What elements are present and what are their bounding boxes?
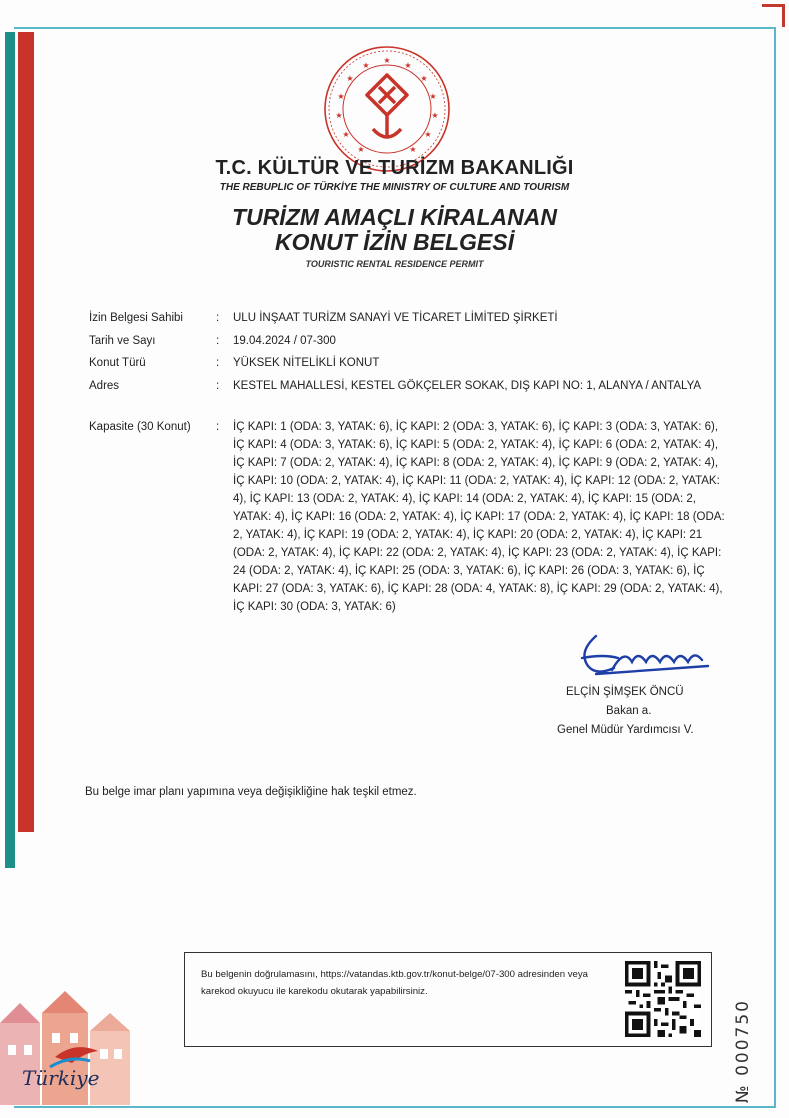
svg-text:★: ★	[409, 145, 417, 154]
field-label: Konut Türü	[89, 357, 146, 369]
field-label: Kapasite (30 Konut)	[89, 421, 191, 433]
turkiye-logo-text: Türkiye	[22, 1066, 100, 1090]
turkiye-logo-icon	[0, 985, 150, 1105]
permit-title-line1: TURİZM AMAÇLI KİRALANAN	[232, 204, 557, 230]
permit-title-en: TOURISTIC RENTAL RESIDENCE PERMIT	[305, 259, 484, 269]
verification-box	[184, 952, 712, 1047]
qr-code-icon[interactable]	[625, 961, 701, 1037]
side-bar-red	[18, 32, 34, 832]
serial-number-text: № 000750	[733, 999, 753, 1103]
svg-text:★: ★	[404, 61, 412, 70]
svg-text:★: ★	[383, 56, 391, 65]
field-separator: :	[216, 357, 220, 369]
field-value: 19.04.2024 / 07-300	[233, 335, 336, 347]
field-label: Adres	[89, 380, 120, 392]
svg-text:★: ★	[420, 74, 428, 83]
legal-note: Bu belge imar planı yapımına veya değişikliğine hak teşkil etmez.	[85, 786, 417, 798]
field-value: YÜKSEK NİTELİKLİ KONUT	[233, 357, 380, 369]
svg-text:★: ★	[429, 92, 437, 101]
field-separator: :	[216, 312, 220, 324]
ministry-name-tr: T.C. KÜLTÜR VE TURİZM BAKANLIĞI	[215, 157, 574, 179]
signatory-title1: Bakan a.	[606, 705, 652, 717]
field-value: ULU İNŞAAT TURİZM SANAYİ VE TİCARET LİMİTED ŞİRKETİ	[233, 312, 558, 324]
frame-top-line	[14, 27, 776, 29]
verification-text: Bu belgenin doğrulamasını, https://vatandas.ktb.gov.tr/konut-belge/07-300 adresinden veya karekod okuyucu ile karekodu okutarak yapabilirsiniz.	[201, 969, 589, 997]
ministry-name-en: THE REBUPLIC OF TÜRKİYE THE MINISTRY OF CULTURE AND TOURISM	[219, 182, 570, 193]
signature-icon	[574, 628, 714, 690]
ministry-seal-icon	[323, 45, 451, 173]
corner-ornament	[762, 4, 785, 27]
svg-text:★: ★	[346, 74, 354, 83]
field-label: Tarih ve Sayı	[89, 335, 156, 347]
svg-text:★: ★	[431, 111, 439, 120]
field-value: KESTEL MAHALLESİ, KESTEL GÖKÇELER SOKAK, DIŞ KAPI NO: 1, ALANYA / ANTALYA	[233, 380, 702, 392]
svg-text:★: ★	[335, 111, 343, 120]
svg-text:★: ★	[424, 130, 432, 139]
field-separator: :	[216, 421, 220, 433]
serial-number	[726, 975, 756, 1105]
svg-text:★: ★	[362, 61, 370, 70]
svg-text:★: ★	[357, 145, 365, 154]
field-separator: :	[216, 380, 220, 392]
svg-text:★: ★	[342, 130, 350, 139]
frame-bottom-line	[14, 1106, 776, 1108]
field-value: İÇ KAPI: 1 (ODA: 3, YATAK: 6), İÇ KAPI: 2 (ODA: 3, YATAK: 6), İÇ KAPI: 3 (ODA: 3, YATAK: 6), İÇ KAPI: 4 (ODA: 3, YATAK: 6), İÇ KAPI: 5 (ODA: 2, YATAK: 4), İÇ KAPI: 6 (ODA: 2, YATAK: 4), İÇ KAPI: 7 (ODA: 2, YATAK: 4), İÇ KAPI: 8 (ODA: 2, YATAK: 4), İÇ KAPI: 9 (ODA: 2, YATAK: 4), İÇ KAPI: 10 (ODA: 2, YATAK: 4), İÇ KAPI: 11 (ODA: 2, YATAK: 4), İÇ KAPI: 12 (ODA: 2, YATAK: 4), İÇ KAPI: 13 (ODA: 2, YATAK: 4), İÇ KAPI: 14 (ODA: 2, YATAK: 4), İÇ KAPI: 15 (ODA: 2, YATAK: 4), İÇ KAPI: 16 (ODA: 2, YATAK: 4), İÇ KAPI: 17 (ODA: 2, YATAK: 4), İÇ KAPI: 18 (ODA: 2, YATAK: 4), İÇ KAPI: 19 (ODA: 2, YATAK: 4), İÇ KAPI: 20 (ODA: 2, YATAK: 4), İÇ KAPI: 21 (ODA: 2, YATAK: 4), İÇ KAPI: 22 (ODA: 2, YATAK: 4), İÇ KAPI: 23 (ODA: 2, YATAK: 4), İÇ KAPI: 24 (ODA: 2, YATAK: 4), İÇ KAPI: 25 (ODA: 3, YATAK: 6), İÇ KAPI: 26 (ODA: 3, YATAK: 6), İÇ KAPI: 27 (ODA: 3, YATAK: 6), İÇ KAPI: 28 (ODA: 4, YATAK: 8), İÇ KAPI: 29 (ODA: 2, YATAK: 4), İÇ KAPI: 30 (ODA: 3, YATAK: 6)	[233, 421, 725, 613]
signatory-title2: Genel Müdür Yardımcısı V.	[557, 724, 694, 736]
svg-text:★: ★	[337, 92, 345, 101]
permit-title-line2: KONUT İZİN BELGESİ	[275, 229, 514, 255]
field-label: İzin Belgesi Sahibi	[89, 312, 183, 324]
signatory-name: ELÇİN ŞİMŞEK ÖNCÜ	[566, 686, 684, 698]
field-separator: :	[216, 335, 220, 347]
